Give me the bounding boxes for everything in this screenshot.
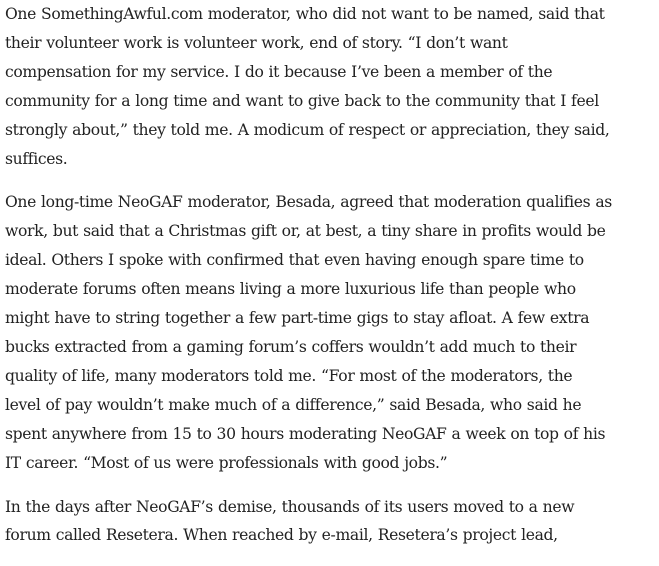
paragraph-1 (5, 0, 659, 173)
paragraph-1-line-4: community for a long time and want to give back to the community that I feel (5, 91, 599, 110)
paragraph-2-line-7: quality of life, many moderators told me. “For most of the moderators, the (5, 366, 573, 385)
paragraph-1-line-6: suffices. (5, 149, 68, 168)
paragraph-2 (5, 188, 659, 477)
paragraph-2-line-10: IT career. “Most of us were professionals with good jobs.” (5, 453, 448, 472)
paragraph-1-line-5: strongly about,” they told me. A modicum of respect or appreciation, they said, (5, 120, 610, 139)
paragraph-3 (5, 493, 659, 551)
paragraph-2-line-4: moderate forums often means living a more luxurious life than people who (5, 280, 576, 299)
paragraph-2-line-8: level of pay wouldn’t make much of a difference,” said Besada, who said he (5, 395, 582, 414)
paragraph-2-line-9: spent anywhere from 15 to 30 hours moderating NeoGAF a week on top of his (5, 424, 606, 443)
paragraph-2-line-3: ideal. Others I spoke with confirmed that even having enough spare time to (5, 251, 584, 270)
paragraph-2-line-6: bucks extracted from a gaming forum’s coffers wouldn’t add much to their (5, 337, 577, 356)
paragraph-1-line-1: One SomethingAwful.com moderator, who did not want to be named, said that (5, 5, 605, 23)
paragraph-2-line-1: One long-time NeoGAF moderator, Besada, agreed that moderation qualifies as (5, 193, 612, 212)
paragraph-2-line-2: work, but said that a Christmas gift or, at best, a tiny share in profits would be (5, 222, 606, 241)
paragraph-1-line-3: compensation for my service. I do it because I’ve been a member of the (5, 62, 553, 81)
paragraph-3-line-1: In the days after NeoGAF’s demise, thousands of its users moved to a new (5, 497, 575, 516)
paragraph-1-line-2: their volunteer work is volunteer work, end of story. “I don’t want (5, 33, 508, 52)
paragraph-2-line-5: might have to string together a few part-time gigs to stay afloat. A few extra (5, 309, 590, 328)
paragraph-3-line-2: forum called Resetera. When reached by e-mail, Resetera’s project lead, (5, 526, 558, 545)
